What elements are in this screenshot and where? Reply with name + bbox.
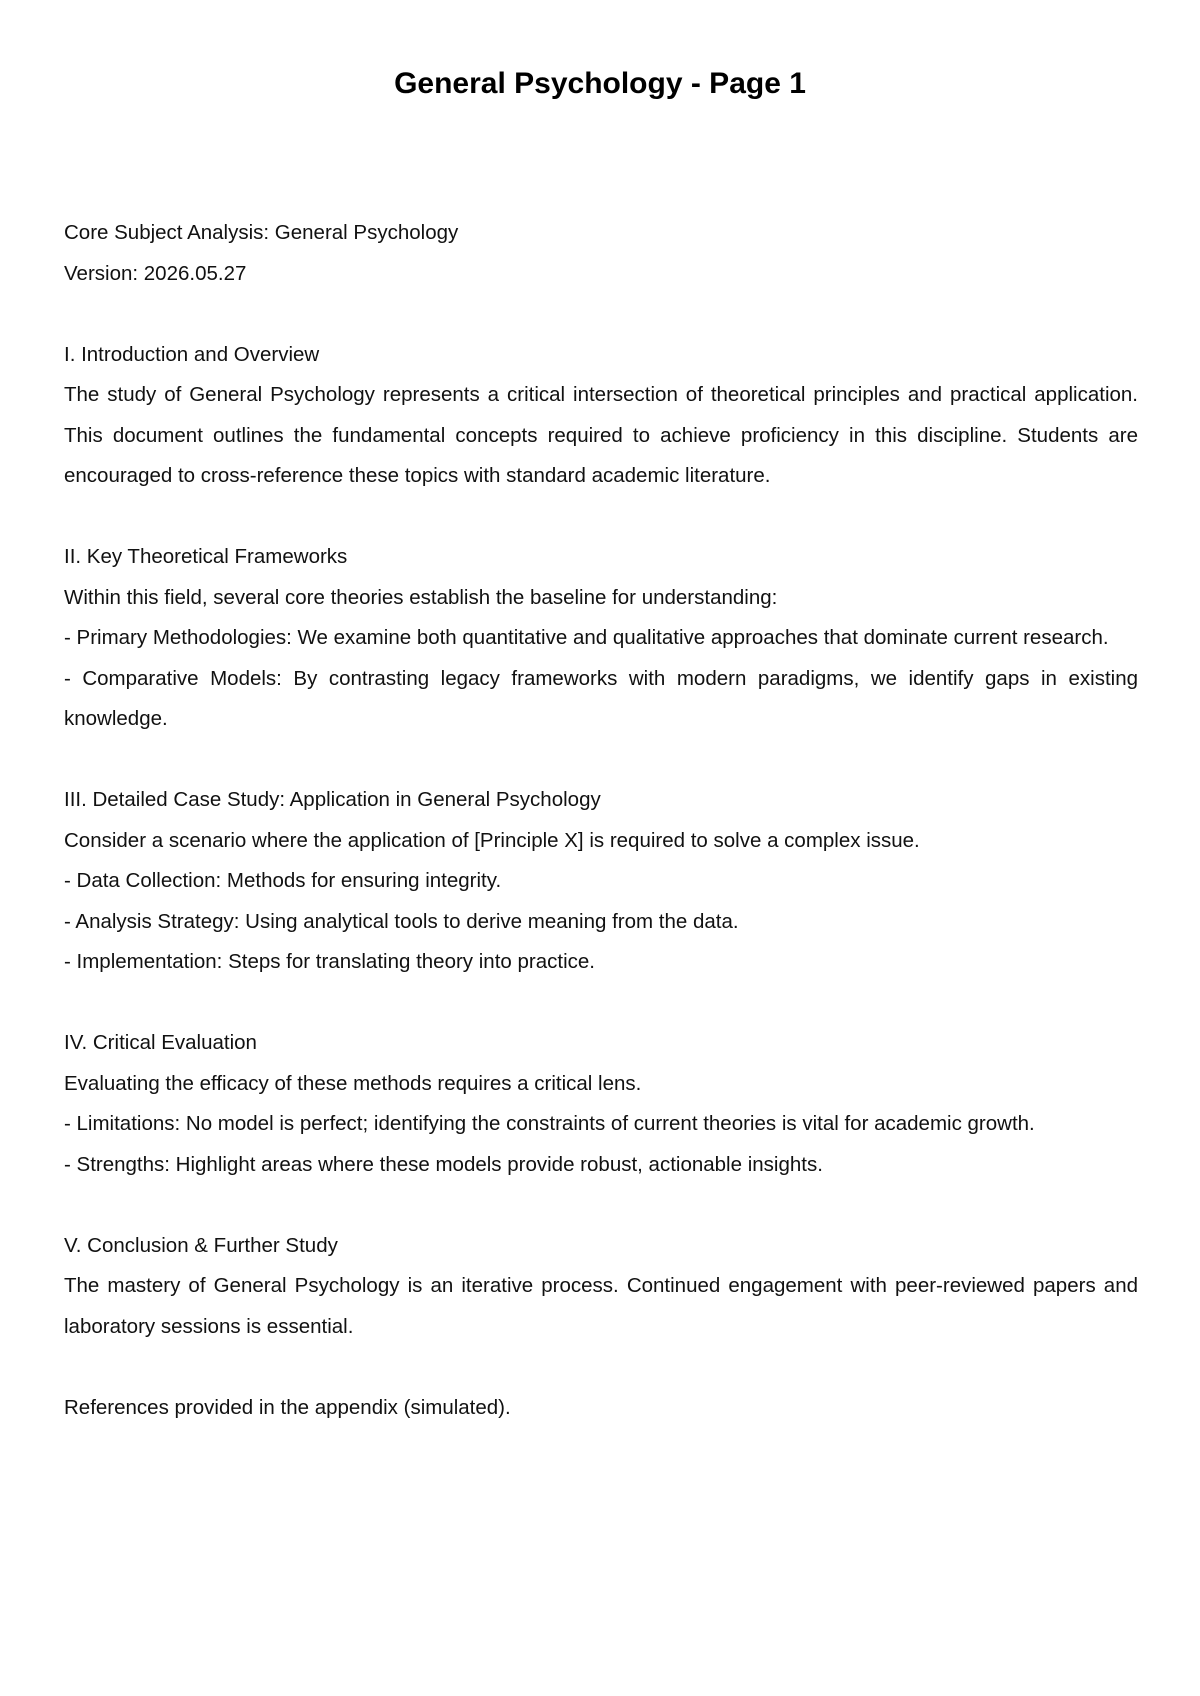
subject-line: Core Subject Analysis: General Psychology [64, 221, 459, 244]
references-note: References provided in the appendix (simulated). [64, 1395, 511, 1419]
bullet-comparative-models: - Comparative Models: By contrasting legacy frameworks with modern paradigms, we identify gaps in existing knowledge. [64, 666, 1138, 730]
section-paragraph-introduction: The study of General Psychology represents a critical intersection of theoretical principles and practical application. This document outlines the fundamental concepts required to achieve proficiency in this discipline. Students are encouraged to cross-reference these topics with standard academic literature. [64, 383, 1138, 487]
spacer [64, 740, 1138, 781]
spacer [64, 294, 1138, 335]
bullet-implementation: - Implementation: Steps for translating theory into practice. [64, 950, 595, 973]
spacer [64, 983, 1138, 1024]
section-paragraph-conclusion: The mastery of General Psychology is an iterative process. Continued engagement with peer-reviewed papers and laboratory sessions is essential. [64, 1274, 1138, 1338]
bullet-analysis-strategy: - Analysis Strategy: Using analytical tools to derive meaning from the data. [64, 909, 739, 933]
section-heading-frameworks: II. Key Theoretical Frameworks [64, 545, 348, 568]
section-heading-introduction: I. Introduction and Overview [64, 342, 320, 366]
section-heading-conclusion: V. Conclusion & Further Study [64, 1233, 338, 1257]
section-heading-case-study: III. Detailed Case Study: Application in General Psychology [64, 788, 601, 811]
spacer [64, 497, 1138, 538]
spacer [64, 1185, 1138, 1226]
bullet-primary-methodologies: - Primary Methodologies: We examine both quantitative and qualitative approaches that dominate current research. [64, 626, 1109, 649]
page-title: General Psychology - Page 1 [394, 67, 806, 100]
section-heading-evaluation: IV. Critical Evaluation [64, 1031, 257, 1054]
version-line: Version: 2026.05.27 [64, 261, 247, 285]
bullet-data-collection: - Data Collection: Methods for ensuring integrity. [64, 869, 502, 892]
bullet-strengths: - Strengths: Highlight areas where these models provide robust, actionable insights. [64, 1152, 823, 1176]
spacer [64, 1347, 1138, 1388]
document-body [64, 213, 1138, 1428]
section-intro-frameworks: Within this field, several core theories establish the baseline for understanding: [64, 585, 778, 609]
section-intro-evaluation: Evaluating the efficacy of these methods requires a critical lens. [64, 1071, 642, 1095]
bullet-limitations: - Limitations: No model is perfect; identifying the constraints of current theories is vital for academic growth. [64, 1112, 1035, 1135]
section-intro-case-study: Consider a scenario where the application of [Principle X] is required to solve a complex issue. [64, 828, 920, 852]
